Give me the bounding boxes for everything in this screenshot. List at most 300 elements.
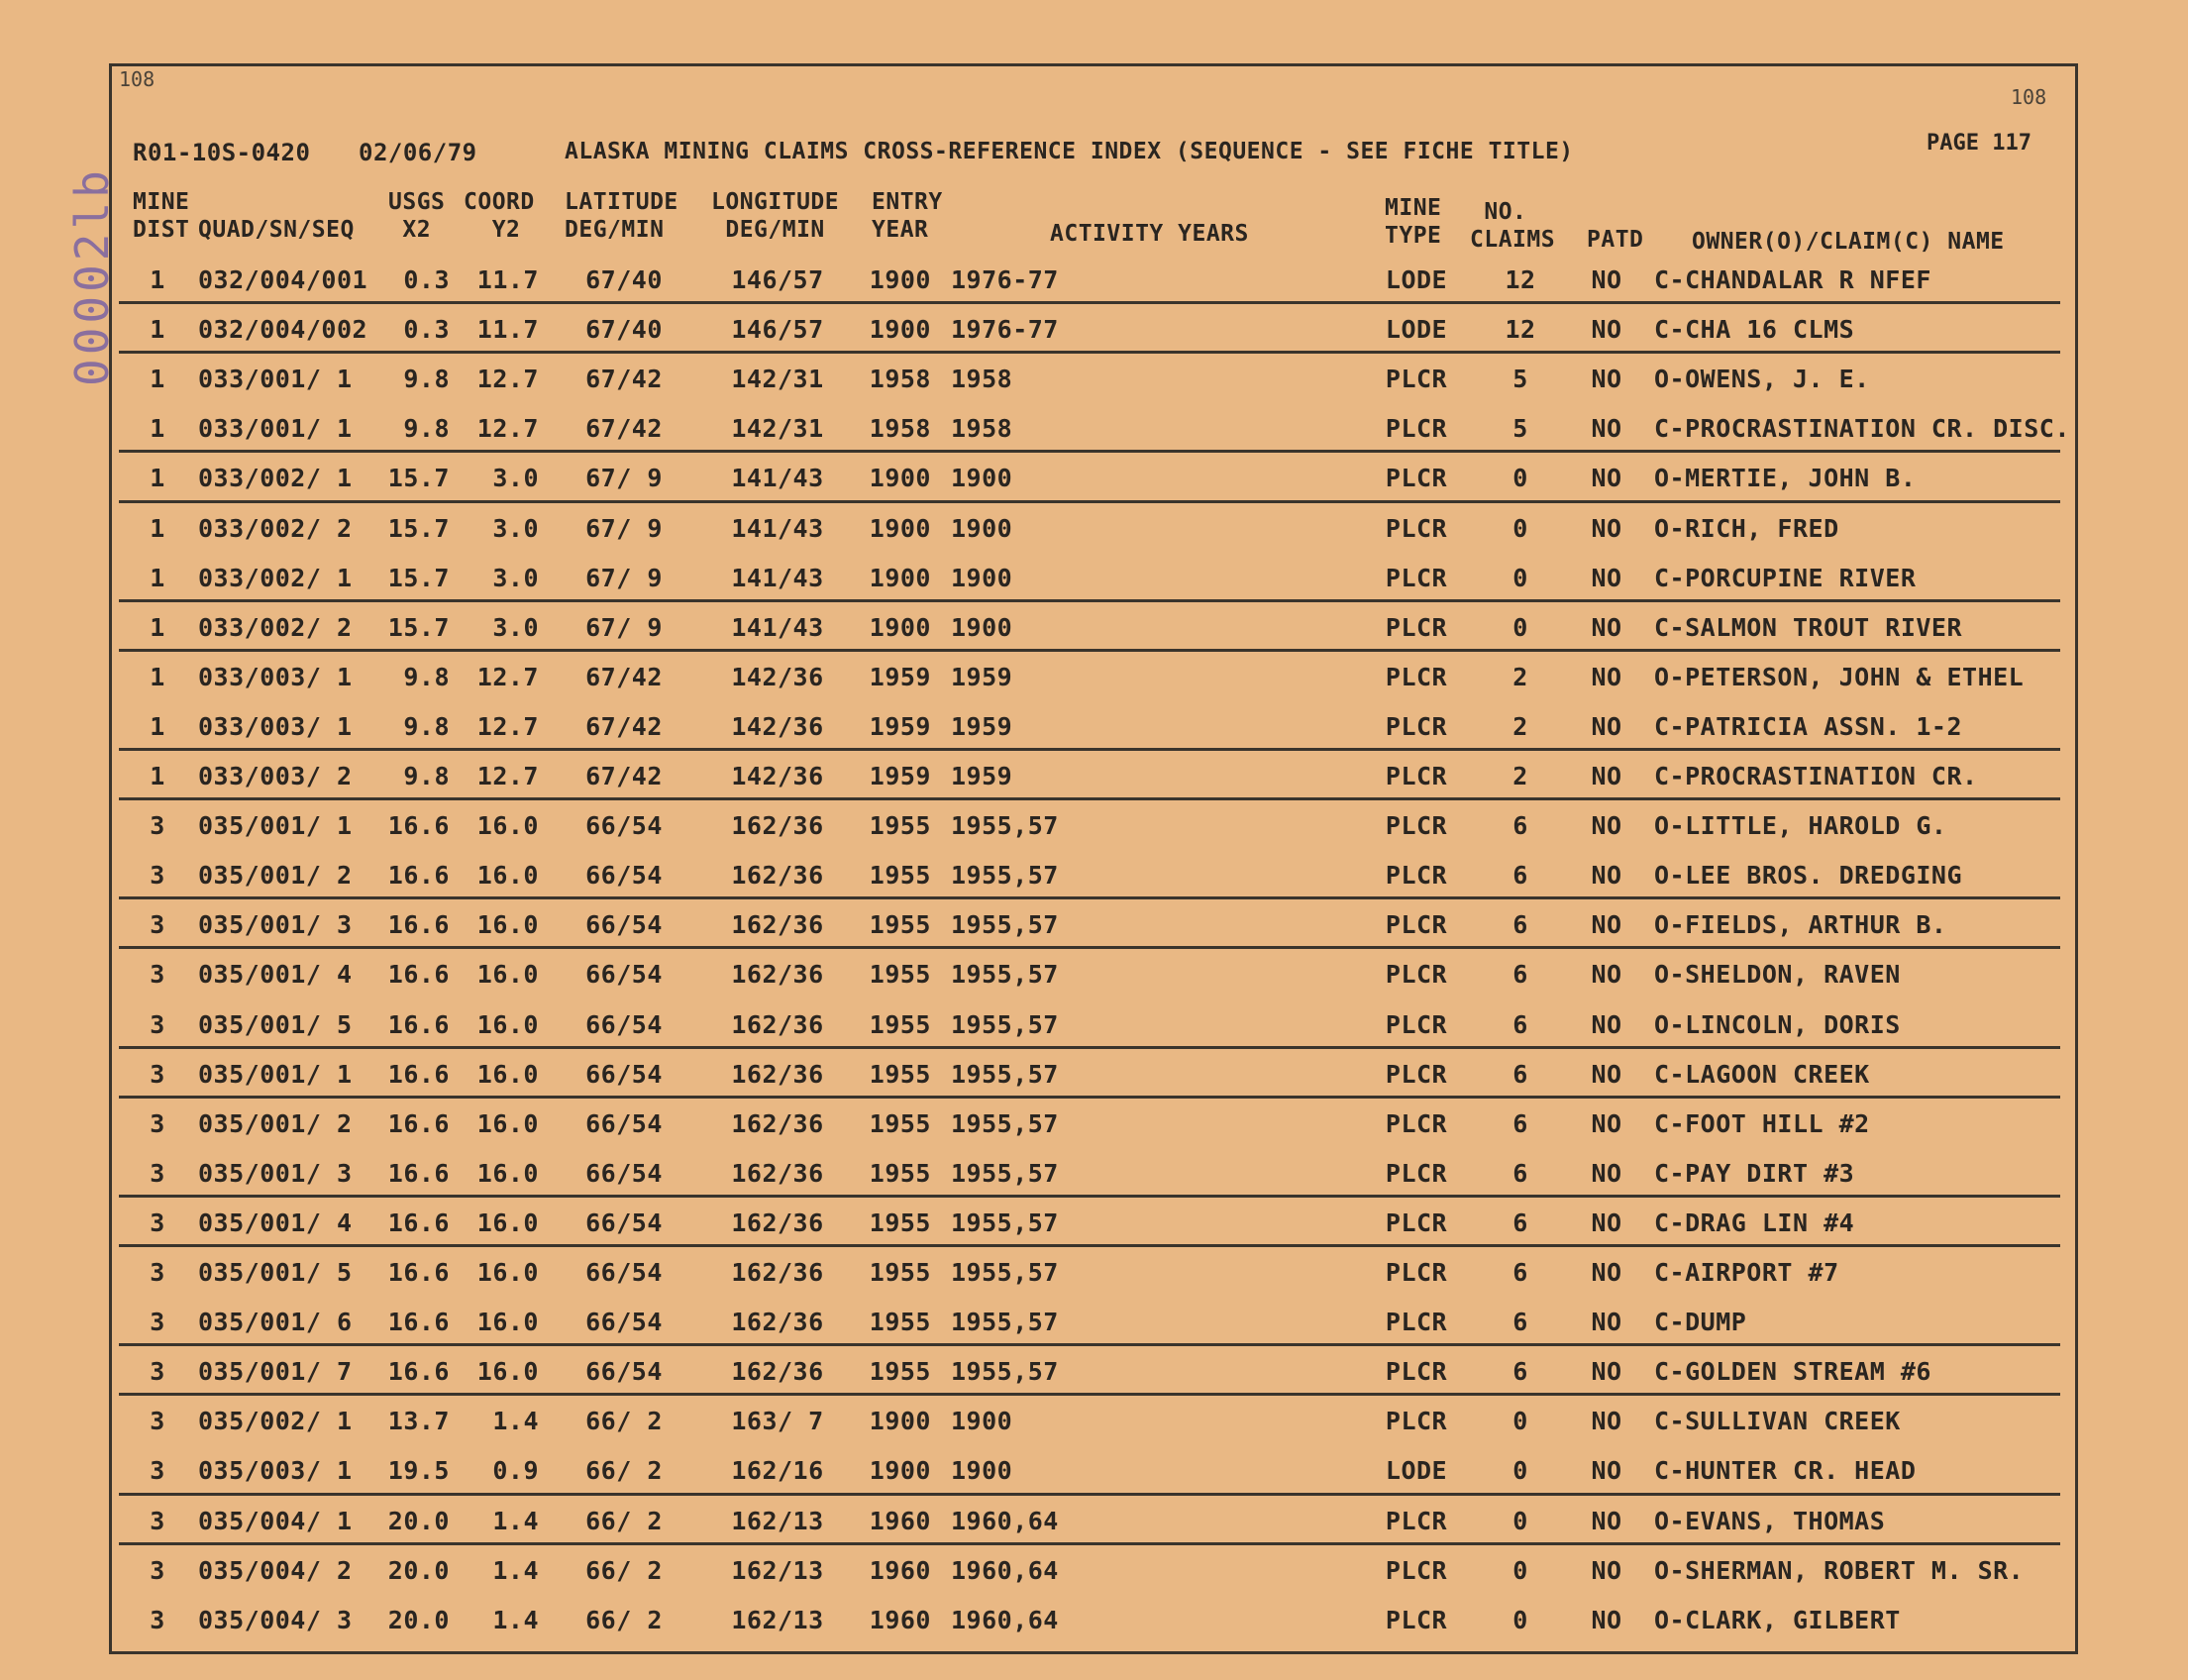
cell-lon: 142/36: [731, 711, 824, 741]
cell-owner: C-CHA 16 CLMS: [1654, 315, 1855, 345]
cell-dist: 3: [150, 1208, 165, 1237]
cell-y2: 3.0: [492, 513, 539, 543]
corner-mark-right: 108: [2011, 85, 2047, 109]
cell-pat: NO: [1591, 513, 1622, 543]
cell-dist: 3: [150, 861, 165, 891]
col-quad: QUAD/SN/SEQ: [198, 217, 355, 243]
cell-lat: 66/54: [585, 1208, 663, 1237]
col-mine-dist: MINE DIST: [133, 189, 190, 243]
cell-type: PLCR: [1385, 1308, 1448, 1337]
cell-entry: 1900: [869, 513, 931, 543]
cell-num: 6: [1512, 1059, 1528, 1089]
cell-type: PLCR: [1385, 365, 1448, 394]
table-row: [0, 1606, 2188, 1655]
cell-num: 0: [1512, 1456, 1528, 1486]
cell-owner: O-EVANS, THOMAS: [1654, 1506, 1886, 1535]
cell-entry: 1900: [869, 612, 931, 642]
cell-act: 1955,57: [951, 1258, 1059, 1287]
cell-num: 2: [1512, 662, 1528, 691]
cell-lat: 67/ 9: [585, 612, 663, 642]
cell-quad: 035/004/ 3: [198, 1605, 353, 1634]
cell-y2: 1.4: [492, 1605, 539, 1634]
cell-type: PLCR: [1385, 811, 1448, 841]
cell-num: 6: [1512, 1158, 1528, 1188]
cell-pat: NO: [1591, 365, 1622, 394]
cell-lon: 162/36: [731, 910, 824, 940]
cell-dist: 1: [150, 265, 165, 294]
cell-lon: 162/36: [731, 1357, 824, 1387]
cell-type: PLCR: [1385, 1555, 1448, 1585]
cell-lat: 66/54: [585, 1108, 663, 1138]
cell-dist: 3: [150, 1407, 165, 1436]
cell-owner: O-SHERMAN, ROBERT M. SR.: [1654, 1555, 2025, 1585]
cell-x2: 20.0: [387, 1605, 450, 1634]
cell-act: 1955,57: [951, 1009, 1059, 1039]
table-row: [0, 1258, 2188, 1308]
cell-owner: O-FIELDS, ARTHUR B.: [1654, 910, 1947, 940]
cell-entry: 1955: [869, 1258, 931, 1287]
cell-entry: 1959: [869, 711, 931, 741]
cell-pat: NO: [1591, 612, 1622, 642]
cell-y2: 16.0: [476, 1059, 539, 1089]
table-row: [0, 712, 2188, 762]
cell-owner: O-SHELDON, RAVEN: [1654, 960, 1901, 990]
table-row: [0, 1109, 2188, 1159]
cell-act: 1976-77: [951, 315, 1059, 345]
cell-num: 0: [1512, 612, 1528, 642]
cell-pat: NO: [1591, 861, 1622, 891]
cell-dist: 3: [150, 1357, 165, 1387]
cell-quad: 033/001/ 1: [198, 414, 353, 444]
cell-lat: 67/42: [585, 414, 663, 444]
cell-type: PLCR: [1385, 513, 1448, 543]
cell-quad: 035/001/ 4: [198, 960, 353, 990]
page-number: PAGE 117: [1927, 131, 2032, 156]
cell-lat: 66/ 2: [585, 1605, 663, 1634]
cell-lat: 66/54: [585, 1357, 663, 1387]
cell-owner: C-GOLDEN STREAM #6: [1654, 1357, 1931, 1387]
cell-quad: 033/002/ 2: [198, 513, 353, 543]
cell-lat: 67/ 9: [585, 563, 663, 592]
table-row: [0, 514, 2188, 564]
cell-quad: 035/001/ 5: [198, 1009, 353, 1039]
cell-lon: 146/57: [731, 315, 824, 345]
cell-entry: 1900: [869, 265, 931, 294]
cell-num: 0: [1512, 1605, 1528, 1634]
cell-dist: 1: [150, 762, 165, 790]
cell-lat: 66/54: [585, 1158, 663, 1188]
cell-lon: 162/36: [731, 811, 824, 841]
cell-owner: C-DUMP: [1654, 1308, 1747, 1337]
col-coord-y2: COORD Y2: [464, 189, 535, 243]
cell-lat: 66/ 2: [585, 1456, 663, 1486]
table-row: [0, 1407, 2188, 1456]
cell-entry: 1960: [869, 1605, 931, 1634]
cell-x2: 15.7: [387, 513, 450, 543]
cell-pat: NO: [1591, 910, 1622, 940]
cell-x2: 16.6: [387, 960, 450, 990]
cell-lon: 163/ 7: [731, 1407, 824, 1436]
cell-owner: O-LITTLE, HAROLD G.: [1654, 811, 1947, 841]
cell-quad: 033/003/ 2: [198, 762, 353, 790]
cell-act: 1900: [951, 464, 1013, 493]
cell-y2: 0.9: [492, 1456, 539, 1486]
cell-num: 6: [1512, 1357, 1528, 1387]
cell-type: PLCR: [1385, 1158, 1448, 1188]
cell-quad: 035/001/ 2: [198, 861, 353, 891]
cell-owner: C-PATRICIA ASSN. 1-2: [1654, 711, 1963, 741]
cell-x2: 16.6: [387, 1059, 450, 1089]
cell-lon: 162/36: [731, 861, 824, 891]
cell-lat: 67/40: [585, 315, 663, 345]
cell-lon: 162/16: [731, 1456, 824, 1486]
cell-lat: 66/ 2: [585, 1555, 663, 1585]
cell-lon: 162/36: [731, 1108, 824, 1138]
cell-owner: C-SULLIVAN CREEK: [1654, 1407, 1901, 1436]
cell-lon: 142/36: [731, 662, 824, 691]
cell-y2: 1.4: [492, 1407, 539, 1436]
cell-act: 1958: [951, 414, 1013, 444]
cell-x2: 16.6: [387, 811, 450, 841]
cell-x2: 0.3: [403, 265, 450, 294]
cell-pat: NO: [1591, 414, 1622, 444]
cell-act: 1958: [951, 365, 1013, 394]
cell-dist: 3: [150, 1456, 165, 1486]
cell-act: 1955,57: [951, 960, 1059, 990]
cell-dist: 3: [150, 811, 165, 841]
cell-lon: 141/43: [731, 513, 824, 543]
cell-dist: 1: [150, 612, 165, 642]
cell-type: PLCR: [1385, 563, 1448, 592]
cell-x2: 15.7: [387, 464, 450, 493]
cell-owner: C-FOOT HILL #2: [1654, 1108, 1870, 1138]
cell-pat: NO: [1591, 1407, 1622, 1436]
table-row: [0, 1208, 2188, 1258]
report-date: 02/06/79: [359, 139, 477, 166]
cell-num: 2: [1512, 711, 1528, 741]
cell-lat: 66/54: [585, 960, 663, 990]
table-row: [0, 613, 2188, 663]
cell-act: 1900: [951, 612, 1013, 642]
col-entry-year: ENTRY YEAR: [872, 189, 943, 243]
cell-x2: 9.8: [403, 414, 450, 444]
cell-entry: 1955: [869, 1208, 931, 1237]
cell-owner: C-DRAG LIN #4: [1654, 1208, 1855, 1237]
cell-act: 1900: [951, 563, 1013, 592]
table-row: [0, 1456, 2188, 1506]
cell-entry: 1958: [869, 365, 931, 394]
cell-pat: NO: [1591, 1108, 1622, 1138]
cell-owner: O-MERTIE, JOHN B.: [1654, 464, 1917, 493]
table-row: [0, 564, 2188, 613]
cell-entry: 1959: [869, 762, 931, 790]
cell-x2: 16.6: [387, 1208, 450, 1237]
cell-quad: 033/003/ 1: [198, 711, 353, 741]
cell-pat: NO: [1591, 1456, 1622, 1486]
cell-entry: 1900: [869, 315, 931, 345]
cell-pat: NO: [1591, 563, 1622, 592]
cell-y2: 16.0: [476, 811, 539, 841]
table-row: [0, 910, 2188, 960]
cell-num: 12: [1505, 315, 1536, 345]
cell-entry: 1955: [869, 811, 931, 841]
cell-type: PLCR: [1385, 1009, 1448, 1039]
cell-type: PLCR: [1385, 960, 1448, 990]
cell-pat: NO: [1591, 960, 1622, 990]
cell-dist: 3: [150, 1158, 165, 1188]
cell-x2: 9.8: [403, 762, 450, 790]
cell-entry: 1955: [869, 1009, 931, 1039]
cell-quad: 035/001/ 1: [198, 811, 353, 841]
cell-pat: NO: [1591, 315, 1622, 345]
cell-entry: 1955: [869, 1357, 931, 1387]
cell-pat: NO: [1591, 1009, 1622, 1039]
cell-y2: 1.4: [492, 1555, 539, 1585]
cell-quad: 035/001/ 5: [198, 1258, 353, 1287]
cell-pat: NO: [1591, 1059, 1622, 1089]
cell-num: 2: [1512, 762, 1528, 790]
cell-x2: 16.6: [387, 1258, 450, 1287]
cell-lon: 162/36: [731, 1059, 824, 1089]
col-activity-years: ACTIVITY YEARS: [1050, 221, 1249, 247]
cell-num: 0: [1512, 464, 1528, 493]
cell-owner: C-PORCUPINE RIVER: [1654, 563, 1917, 592]
cell-num: 6: [1512, 1108, 1528, 1138]
cell-lon: 142/31: [731, 414, 824, 444]
cell-lon: 162/13: [731, 1605, 824, 1634]
cell-pat: NO: [1591, 1258, 1622, 1287]
table-row: [0, 811, 2188, 861]
cell-y2: 11.7: [476, 265, 539, 294]
cell-lat: 66/54: [585, 1258, 663, 1287]
cell-type: LODE: [1385, 315, 1448, 345]
cell-quad: 032/004/002: [198, 315, 368, 345]
cell-dist: 1: [150, 365, 165, 394]
cell-x2: 16.6: [387, 1009, 450, 1039]
cell-lon: 146/57: [731, 265, 824, 294]
cell-type: PLCR: [1385, 1605, 1448, 1634]
cell-lat: 66/ 2: [585, 1407, 663, 1436]
cell-act: 1955,57: [951, 1308, 1059, 1337]
cell-entry: 1960: [869, 1555, 931, 1585]
cell-entry: 1958: [869, 414, 931, 444]
cell-x2: 13.7: [387, 1407, 450, 1436]
cell-owner: C-HUNTER CR. HEAD: [1654, 1456, 1917, 1486]
cell-quad: 033/002/ 1: [198, 563, 353, 592]
cell-num: 6: [1512, 960, 1528, 990]
cell-lon: 162/36: [731, 1009, 824, 1039]
cell-x2: 15.7: [387, 612, 450, 642]
cell-lat: 67/42: [585, 711, 663, 741]
cell-num: 6: [1512, 1208, 1528, 1237]
table-row: [0, 663, 2188, 712]
cell-owner: C-PROCRASTINATION CR. DISC.: [1654, 414, 2070, 444]
cell-dist: 3: [150, 1308, 165, 1337]
cell-y2: 11.7: [476, 315, 539, 345]
corner-mark-left: 108: [119, 67, 156, 91]
table-row: [0, 1556, 2188, 1606]
cell-act: 1959: [951, 762, 1013, 790]
cell-pat: NO: [1591, 1208, 1622, 1237]
cell-type: LODE: [1385, 1456, 1448, 1486]
cell-y2: 3.0: [492, 563, 539, 592]
cell-quad: 033/002/ 1: [198, 464, 353, 493]
col-longitude: LONGITUDE DEG/MIN: [711, 189, 840, 243]
cell-lon: 162/13: [731, 1506, 824, 1535]
cell-entry: 1959: [869, 662, 931, 691]
cell-lat: 66/54: [585, 861, 663, 891]
cell-act: 1900: [951, 1407, 1013, 1436]
cell-lat: 66/54: [585, 811, 663, 841]
col-usgs-x2: USGS X2: [388, 189, 446, 243]
cell-pat: NO: [1591, 1357, 1622, 1387]
cell-act: 1960,64: [951, 1555, 1059, 1585]
cell-num: 6: [1512, 1258, 1528, 1287]
cell-owner: O-PETERSON, JOHN & ETHEL: [1654, 662, 2025, 691]
cell-act: 1960,64: [951, 1506, 1059, 1535]
cell-quad: 032/004/001: [198, 265, 368, 294]
cell-lon: 162/13: [731, 1555, 824, 1585]
cell-num: 0: [1512, 1506, 1528, 1535]
cell-lon: 141/43: [731, 563, 824, 592]
cell-act: 1955,57: [951, 861, 1059, 891]
col-patd: PATD: [1587, 227, 1644, 253]
cell-num: 6: [1512, 861, 1528, 891]
cell-owner: C-LAGOON CREEK: [1654, 1059, 1870, 1089]
cell-y2: 16.0: [476, 1357, 539, 1387]
cell-entry: 1955: [869, 910, 931, 940]
cell-quad: 035/001/ 3: [198, 910, 353, 940]
cell-y2: 12.7: [476, 414, 539, 444]
cell-entry: 1900: [869, 1456, 931, 1486]
cell-x2: 9.8: [403, 662, 450, 691]
cell-act: 1900: [951, 513, 1013, 543]
cell-pat: NO: [1591, 1308, 1622, 1337]
cell-act: 1955,57: [951, 1059, 1059, 1089]
cell-dist: 1: [150, 563, 165, 592]
cell-dist: 3: [150, 1506, 165, 1535]
cell-owner: O-RICH, FRED: [1654, 513, 1839, 543]
cell-type: PLCR: [1385, 1108, 1448, 1138]
cell-y2: 12.7: [476, 711, 539, 741]
cell-y2: 16.0: [476, 1308, 539, 1337]
cell-lat: 67/ 9: [585, 464, 663, 493]
col-no-claims: NO. CLAIMS: [1470, 199, 1556, 253]
cell-quad: 035/001/ 2: [198, 1108, 353, 1138]
cell-pat: NO: [1591, 1158, 1622, 1188]
cell-type: PLCR: [1385, 1407, 1448, 1436]
cell-dist: 1: [150, 464, 165, 493]
cell-y2: 12.7: [476, 365, 539, 394]
cell-owner: C-CHANDALAR R NFEF: [1654, 265, 1931, 294]
cell-y2: 16.0: [476, 910, 539, 940]
cell-x2: 0.3: [403, 315, 450, 345]
cell-lon: 162/36: [731, 1258, 824, 1287]
cell-quad: 035/004/ 1: [198, 1506, 353, 1535]
cell-owner: O-LINCOLN, DORIS: [1654, 1009, 1901, 1039]
table-row: [0, 1308, 2188, 1357]
cell-lon: 162/36: [731, 960, 824, 990]
cell-dist: 1: [150, 315, 165, 345]
col-mine-type: MINE TYPE: [1385, 195, 1442, 249]
cell-x2: 16.6: [387, 861, 450, 891]
cell-x2: 16.6: [387, 1308, 450, 1337]
cell-dist: 3: [150, 1009, 165, 1039]
cell-x2: 16.6: [387, 1158, 450, 1188]
cell-lat: 67/40: [585, 265, 663, 294]
cell-entry: 1900: [869, 464, 931, 493]
cell-type: PLCR: [1385, 414, 1448, 444]
cell-entry: 1900: [869, 1407, 931, 1436]
cell-quad: 035/001/ 7: [198, 1357, 353, 1387]
cell-num: 0: [1512, 1407, 1528, 1436]
cell-pat: NO: [1591, 265, 1622, 294]
cell-dist: 1: [150, 711, 165, 741]
cell-num: 5: [1512, 414, 1528, 444]
cell-pat: NO: [1591, 811, 1622, 841]
cell-lat: 66/54: [585, 1308, 663, 1337]
cell-lat: 66/54: [585, 910, 663, 940]
cell-y2: 12.7: [476, 762, 539, 790]
cell-lat: 67/42: [585, 762, 663, 790]
cell-act: 1955,57: [951, 1158, 1059, 1188]
cell-act: 1955,57: [951, 1357, 1059, 1387]
cell-num: 6: [1512, 1308, 1528, 1337]
table-row: [0, 762, 2188, 811]
cell-lat: 67/ 9: [585, 513, 663, 543]
cell-x2: 20.0: [387, 1555, 450, 1585]
cell-entry: 1955: [869, 960, 931, 990]
cell-act: 1959: [951, 711, 1013, 741]
cell-act: 1976-77: [951, 265, 1059, 294]
cell-dist: 1: [150, 414, 165, 444]
archive-stamp: 00002lb: [65, 166, 119, 386]
cell-owner: C-AIRPORT #7: [1654, 1258, 1839, 1287]
report-title: ALASKA MINING CLAIMS CROSS-REFERENCE INDEX (SEQUENCE - SEE FICHE TITLE): [565, 139, 1574, 164]
cell-dist: 3: [150, 910, 165, 940]
cell-act: 1959: [951, 662, 1013, 691]
cell-x2: 20.0: [387, 1506, 450, 1535]
table-row: [0, 861, 2188, 910]
cell-type: PLCR: [1385, 910, 1448, 940]
cell-y2: 16.0: [476, 1108, 539, 1138]
cell-lon: 162/36: [731, 1158, 824, 1188]
cell-entry: 1955: [869, 1108, 931, 1138]
cell-type: PLCR: [1385, 662, 1448, 691]
cell-owner: O-LEE BROS. DREDGING: [1654, 861, 1963, 891]
cell-dist: 3: [150, 1059, 165, 1089]
table-row: [0, 1060, 2188, 1109]
table-row: [0, 1507, 2188, 1556]
table-row: [0, 1010, 2188, 1060]
cell-entry: 1960: [869, 1506, 931, 1535]
cell-lon: 162/36: [731, 1208, 824, 1237]
cell-quad: 035/001/ 4: [198, 1208, 353, 1237]
cell-x2: 19.5: [387, 1456, 450, 1486]
cell-pat: NO: [1591, 662, 1622, 691]
cell-quad: 035/001/ 1: [198, 1059, 353, 1089]
cell-num: 0: [1512, 563, 1528, 592]
cell-dist: 3: [150, 1108, 165, 1138]
cell-pat: NO: [1591, 1555, 1622, 1585]
cell-quad: 035/004/ 2: [198, 1555, 353, 1585]
cell-act: 1900: [951, 1456, 1013, 1486]
cell-owner: C-SALMON TROUT RIVER: [1654, 612, 1963, 642]
cell-type: LODE: [1385, 265, 1448, 294]
cell-type: PLCR: [1385, 711, 1448, 741]
cell-dist: 1: [150, 513, 165, 543]
cell-act: 1955,57: [951, 811, 1059, 841]
